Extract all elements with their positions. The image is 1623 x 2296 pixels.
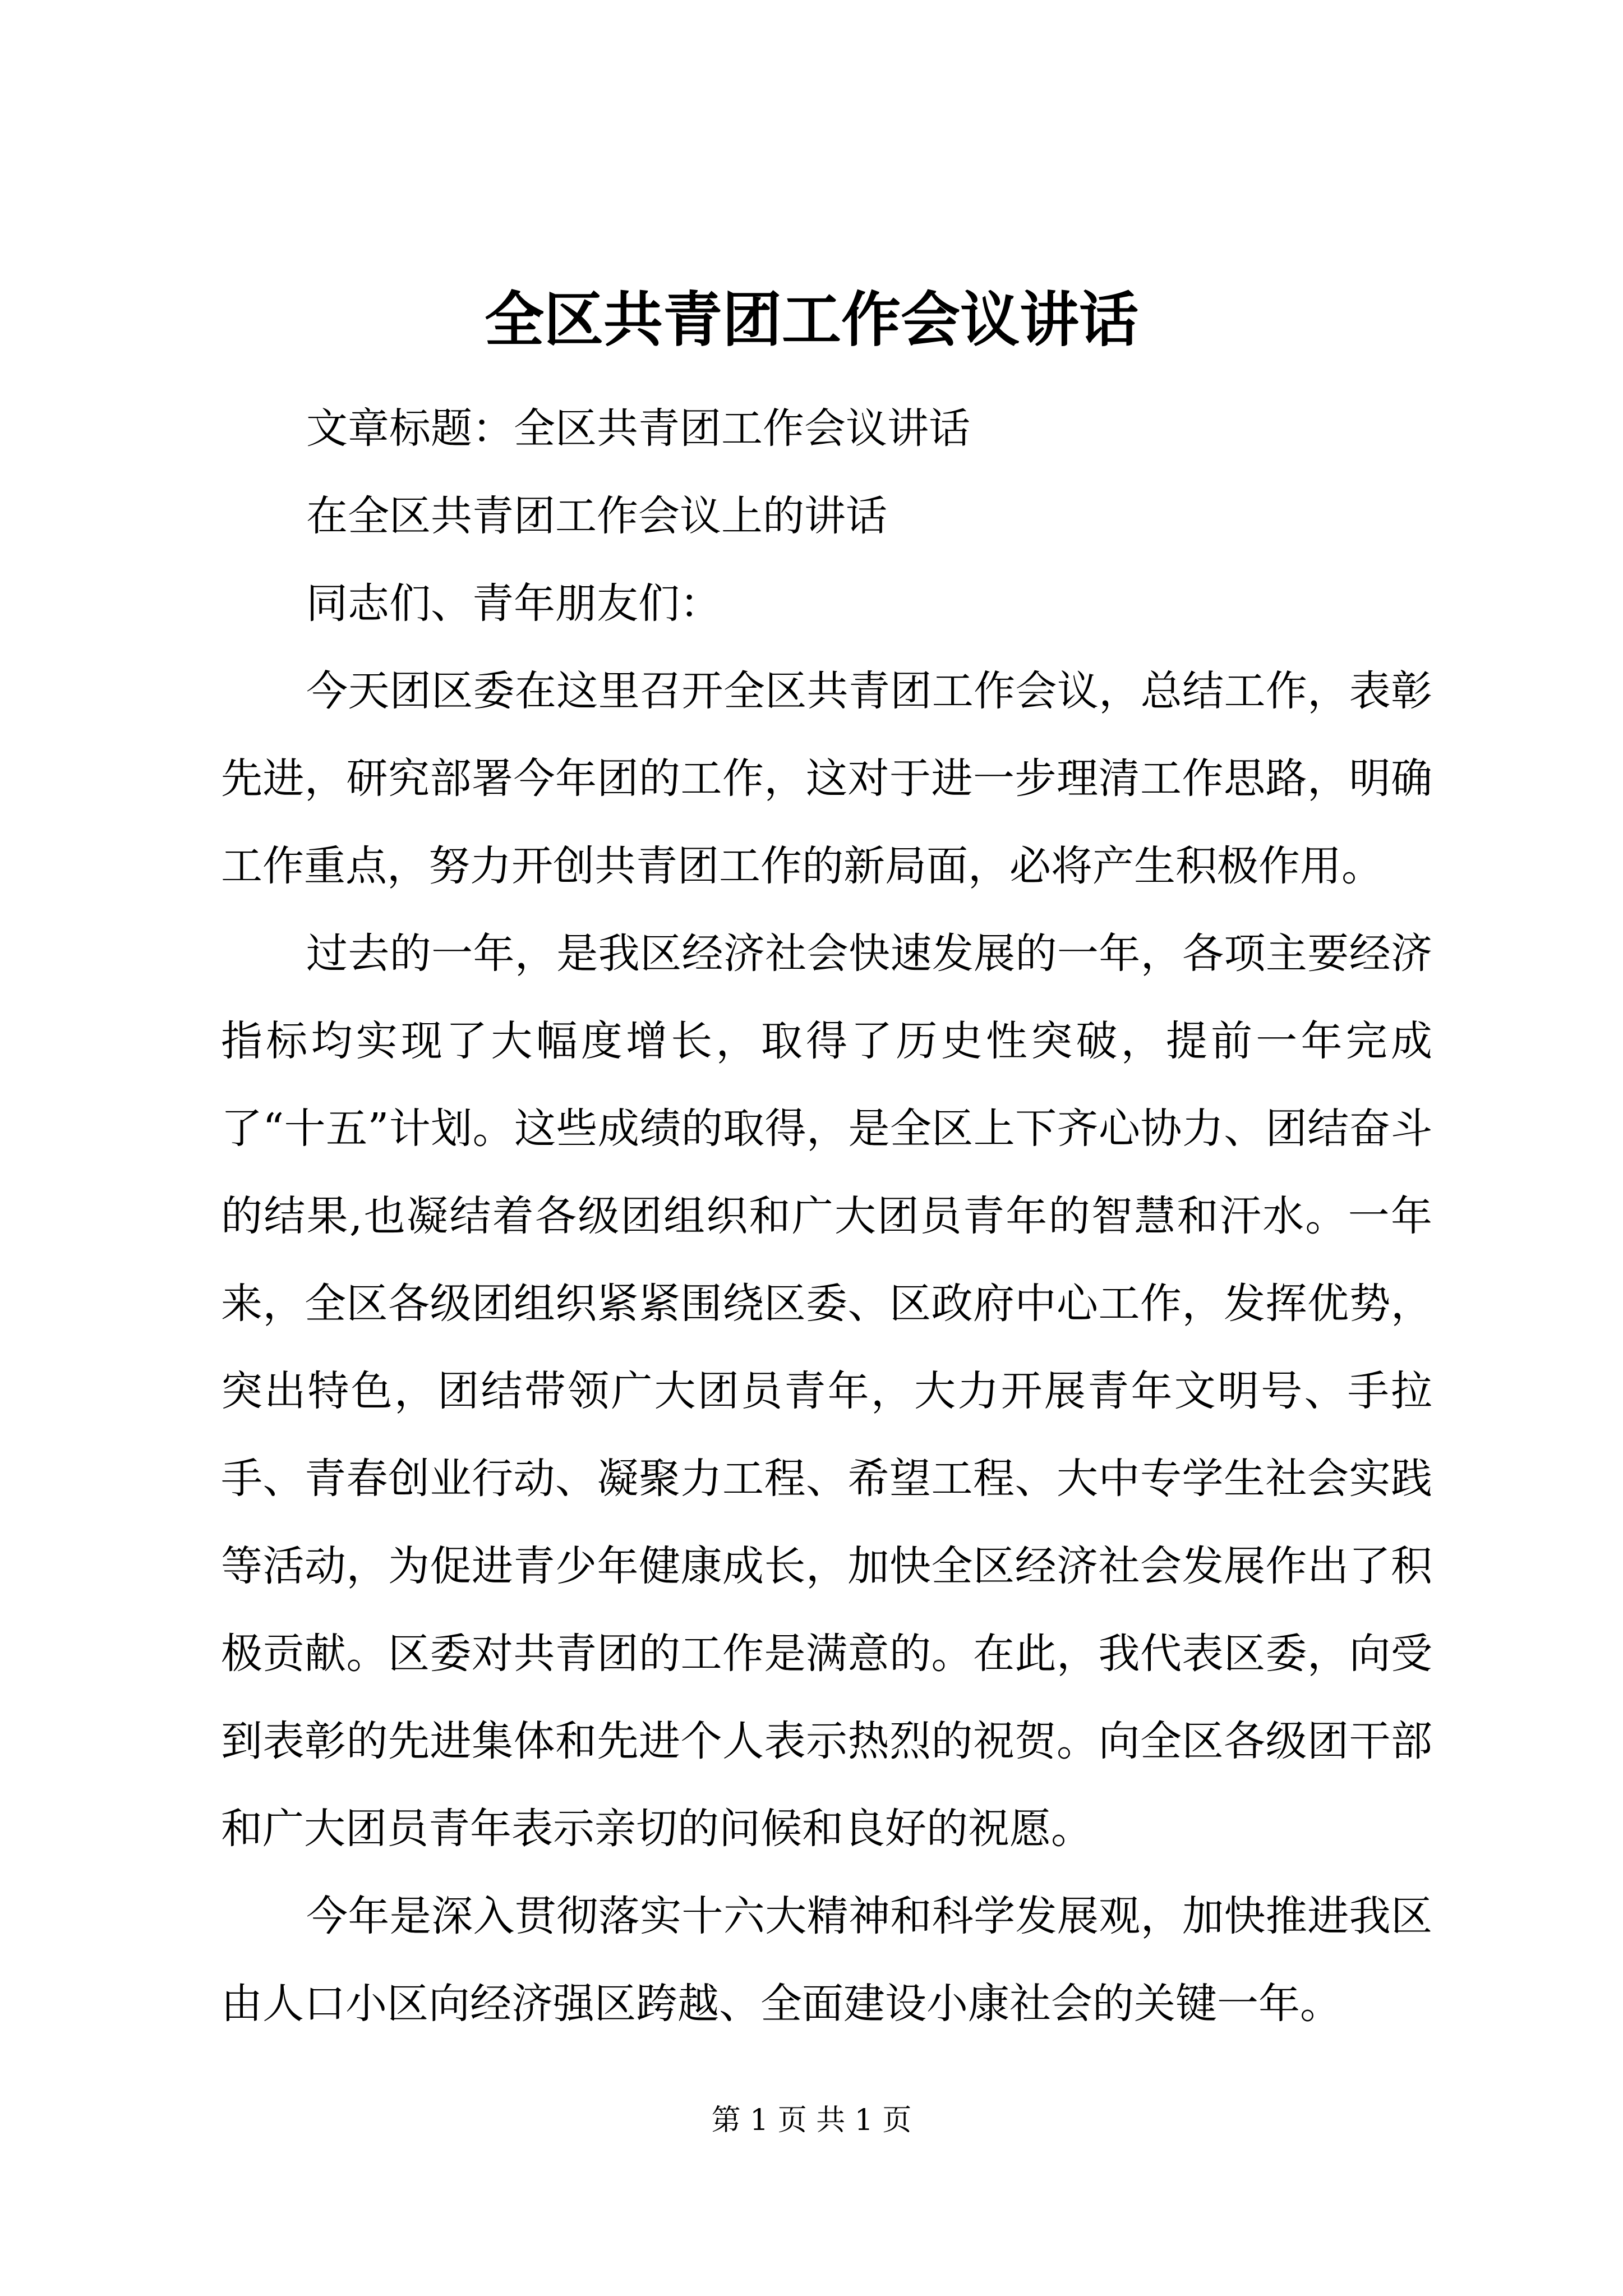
- paragraph-salutation: 同志们、青年朋友们：: [306, 579, 721, 628]
- document-body: [221, 385, 1432, 2047]
- page-footer: 第 1 页 共 1 页: [711, 2104, 912, 2137]
- paragraph-body: 今年是深入贯彻落实十六大精神和科学发展观，加快推进我区由人口小区向经济强区跨越、全面建设小康社会的关键一年。: [221, 1892, 1432, 2028]
- paragraph-body: 今天团区委在这里召开全区共青团工作会议，总结工作，表彰先进，研究部署今年团的工作，这对于进一步理清工作思路，明确工作重点，努力开创共青团工作的新局面，必将产生积极作用。: [221, 667, 1432, 890]
- paragraph-article-title: 文章标题：全区共青团工作会议讲话: [306, 404, 970, 453]
- paragraph-body: 过去的一年，是我区经济社会快速发展的一年，各项主要经济指标均实现了大幅度增长，取得了历史性突破，提前一年完成了“十五”计划。这些成绩的取得，是全区上下齐心协力、团结奋斗的结果,也凝结着各级团组织和广大团员青年的智慧和汗水。一年来，全区各级团组织紧紧围绕区委、区政府中心工作，发挥优势，突出特色，团结带领广大团员青年，大力开展青年文明号、手拉手、青春创业行动、凝聚力工程、希望工程、大中专学生社会实践等活动，为促进青少年健康成长，加快全区经济社会发展作出了积极贡献。区委对共青团的工作是满意的。在此，我代表区委，向受到表彰的先进集体和先进个人表示热烈的祝贺。向全区各级团干部和广大团员青年表示亲切的问候和良好的祝愿。: [221, 930, 1432, 1853]
- paragraph-speech-heading: 在全区共青团工作会议上的讲话: [306, 492, 887, 540]
- document-title: 全区共青团工作会议讲话: [485, 284, 1138, 355]
